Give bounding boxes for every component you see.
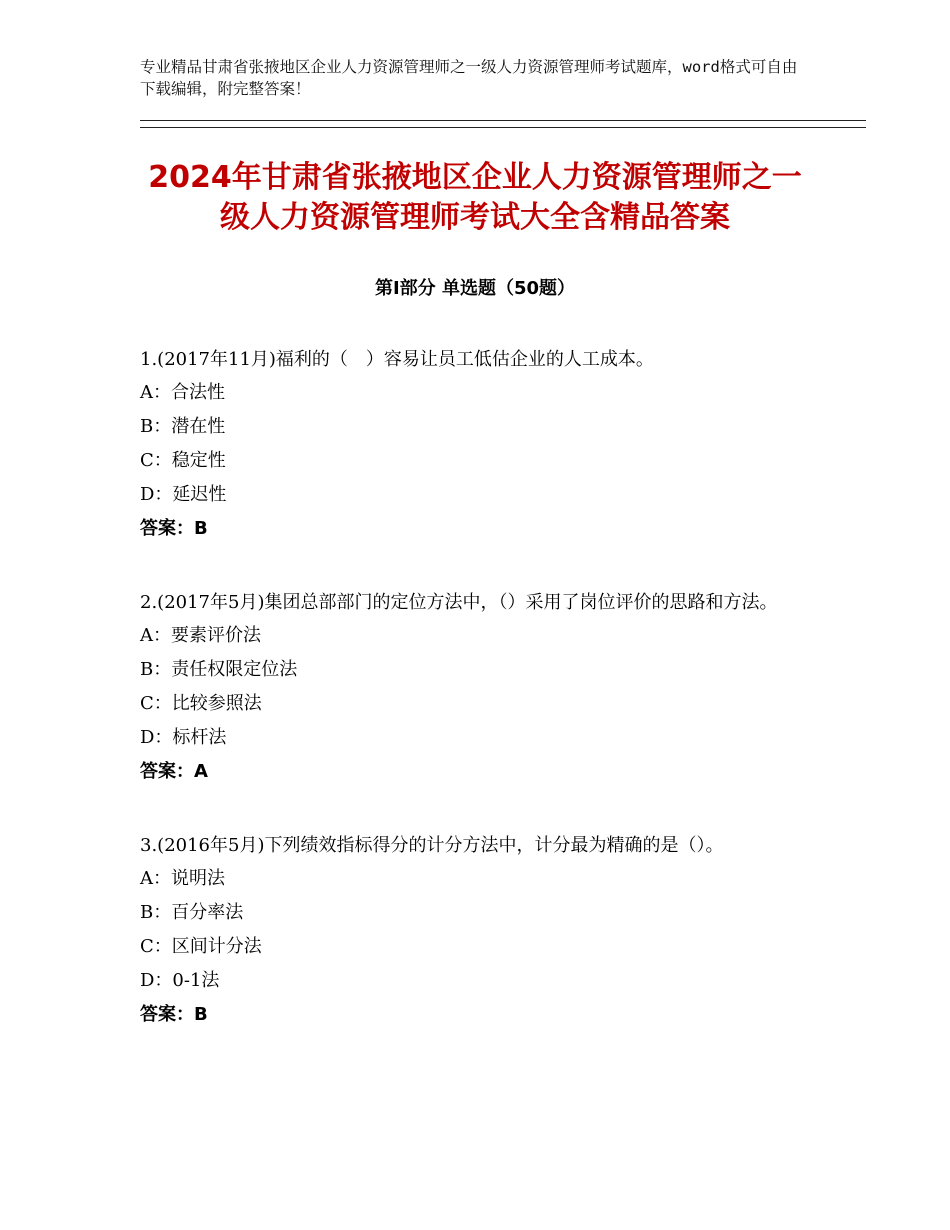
question-1	[140, 343, 810, 546]
option-a: A：要素评价法	[140, 625, 261, 646]
answer: 答案：B	[140, 518, 208, 539]
option-c: C：区间计分法	[140, 936, 262, 957]
option-c: C：比较参照法	[140, 693, 262, 714]
option-b: B：百分率法	[140, 902, 244, 923]
option-c: C：稳定性	[140, 450, 226, 471]
answer: 答案：A	[140, 761, 208, 782]
answer: 答案：B	[140, 1004, 208, 1025]
question-text: 3.(2016年5月)下列绩效指标得分的计分方法中，计分最为精确的是（）。	[140, 835, 724, 856]
header-note: 专业精品甘肃省张掖地区企业人力资源管理师之一级人力资源管理师考试题库，word格式可自由下载编辑，附完整答案！	[140, 58, 798, 98]
question-list	[140, 343, 810, 1072]
option-a: A：说明法	[140, 868, 225, 889]
header-divider	[140, 120, 866, 128]
option-d: D：标杆法	[140, 727, 227, 748]
question-3	[140, 829, 810, 1032]
question-text: 1.(2017年11月)福利的（ ）容易让员工低估企业的人工成本。	[140, 349, 654, 370]
question-text: 2.(2017年5月)集团总部部门的定位方法中，（）采用了岗位评价的思路和方法。	[140, 592, 778, 613]
option-d: D：0-1法	[140, 970, 220, 991]
option-b: B：责任权限定位法	[140, 659, 298, 680]
option-a: A：合法性	[140, 382, 225, 403]
question-2	[140, 586, 810, 789]
document-title: 2024年甘肃省张掖地区企业人力资源管理师之一级人力资源管理师考试大全含精品答案	[148, 160, 802, 235]
option-b: B：潜在性	[140, 416, 226, 437]
option-d: D：延迟性	[140, 484, 227, 505]
section-title: 第Ⅰ部分 单选题（50题）	[374, 278, 575, 299]
